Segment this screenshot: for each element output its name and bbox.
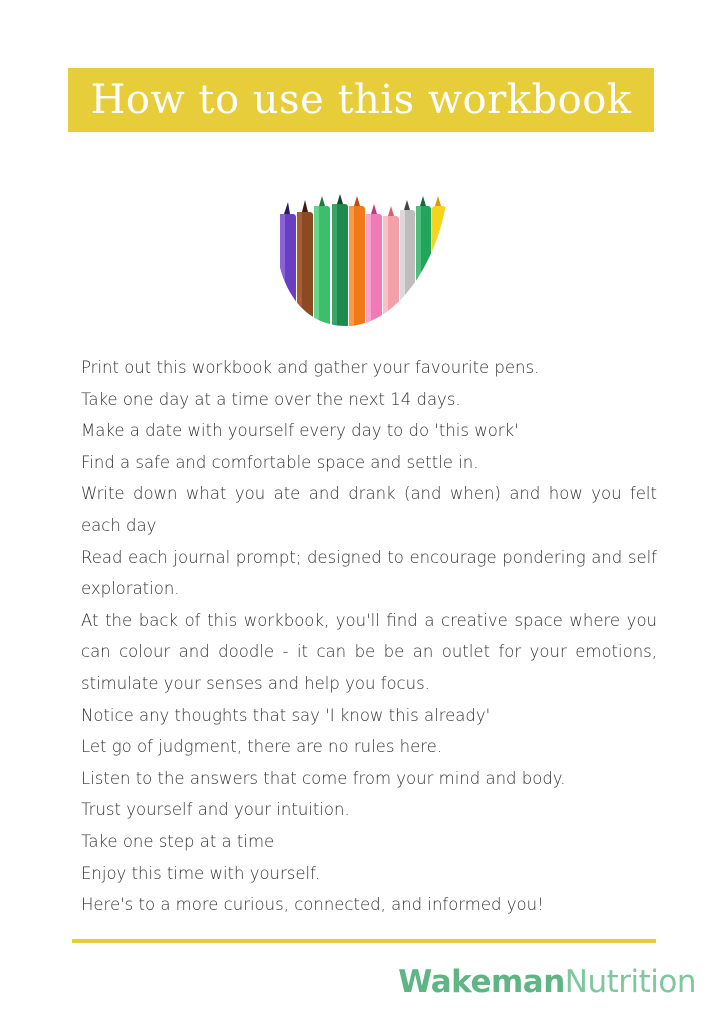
footer-divider — [72, 939, 656, 943]
list-item: Let go of judgment, there are no rules here. — [81, 737, 443, 757]
page-title: How to use this workbook — [90, 77, 632, 123]
list-item: Listen to the answers that come from your mind and body. — [81, 768, 566, 788]
list-item: Trust yourself and your intuition. — [81, 800, 350, 820]
logo-part-wakeman: Wakeman — [398, 964, 565, 1000]
list-item: At the back of this workbook, you'll find a creative space where you can colour and doodle - it can be be an outlet for your emotions, stimulate your senses and help you focus. — [81, 610, 657, 693]
markers-icon — [276, 194, 446, 328]
list-item: Take one step at a time — [81, 831, 275, 851]
list-item: Enjoy this time with yourself. — [81, 863, 320, 883]
list-item: Make a date with yourself every day to do 'this work' — [81, 421, 519, 441]
title-banner — [68, 68, 654, 132]
instruction-list — [81, 352, 657, 921]
colored-markers-illustration — [276, 194, 446, 328]
list-item: Write down what you ate and drank (and when) and how you felt each day — [81, 484, 657, 535]
list-item: Read each journal prompt; designed to encourage pondering and self exploration. — [81, 547, 657, 599]
list-item: Here's to a more curious, connected, and informed you! — [81, 895, 544, 915]
brand-logo — [398, 962, 696, 1002]
logo-part-nutrition: Nutrition — [564, 964, 696, 1000]
list-item: Find a safe and comfortable space and settle in. — [81, 452, 479, 472]
list-item: Take one day at a time over the next 14 days. — [81, 389, 461, 409]
list-item: Print out this workbook and gather your favourite pens. — [81, 358, 540, 377]
list-item: Notice any thoughts that say 'I know this already' — [81, 705, 491, 725]
